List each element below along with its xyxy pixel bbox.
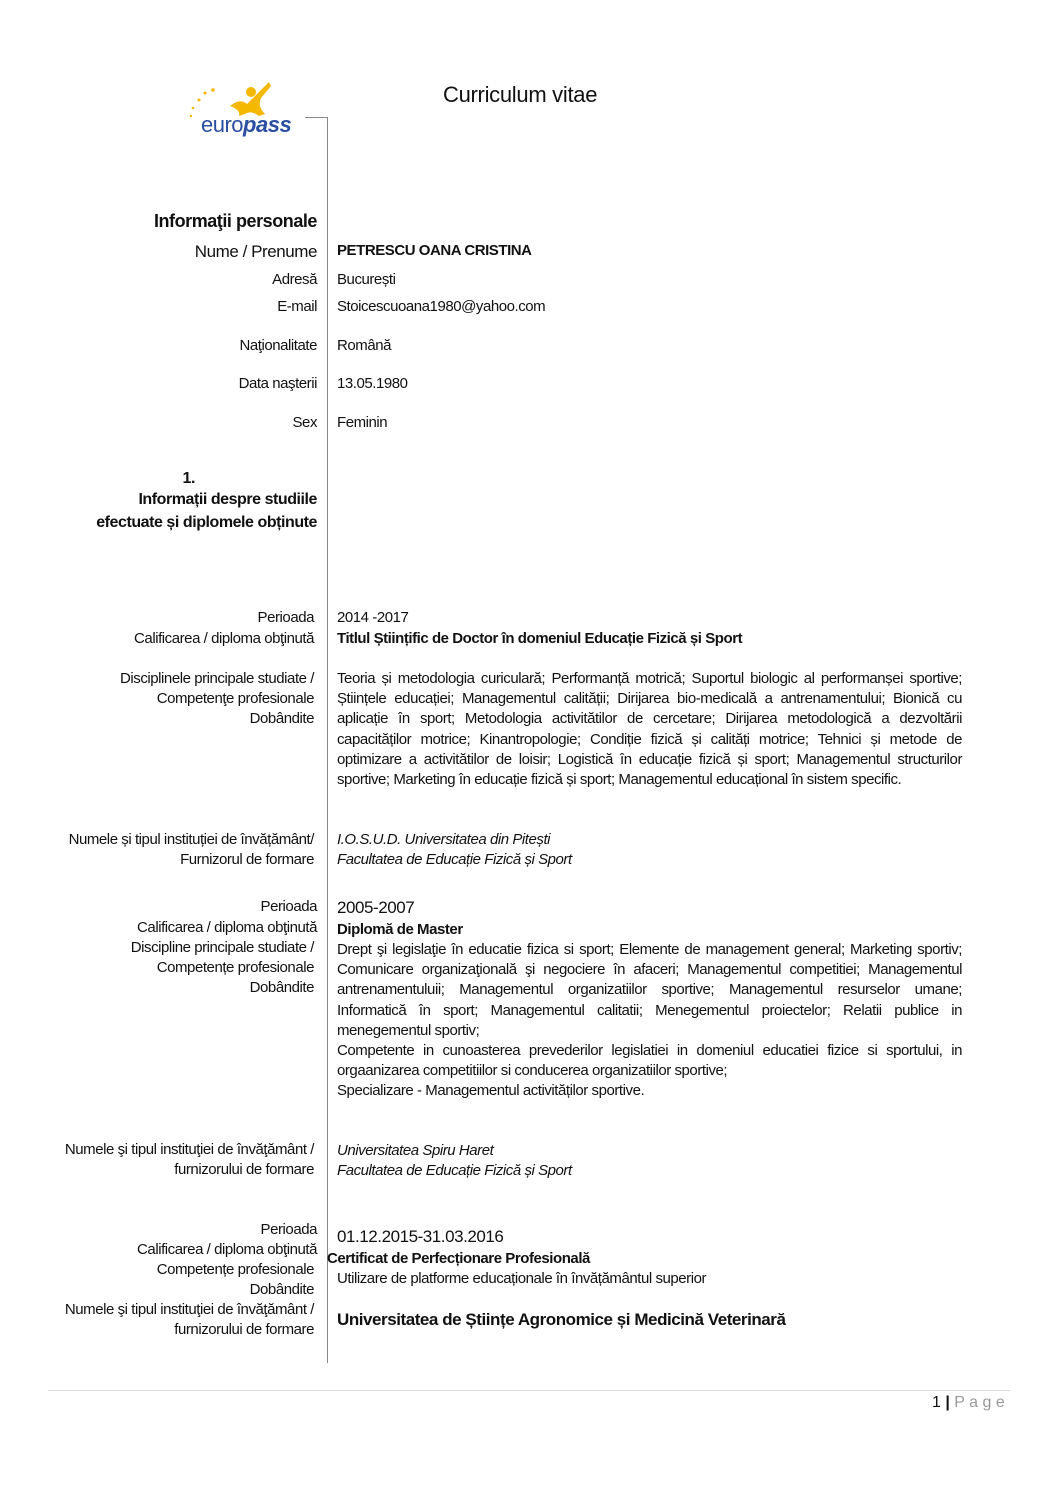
e1-inst-1: I.O.S.U.D. Universitatea din Pitești: [337, 831, 551, 848]
logo-divider: [305, 117, 328, 118]
e3-disc-label-2: Competențe profesionale: [156, 1261, 314, 1278]
e2-specialization: Specializare - Managementul activităților sportive.: [337, 1082, 645, 1099]
e2-disciplines: Drept şi legislaţie în educatie fizica si sport; Elemente de management general; Marketing sportiv; Comunicare organizaţională şi negociere în afaceri; Managementul competitiei; Managementul antrenamentuluii; Managementul organizatiilor sportive; Managementul resurselor umane; Informatică în sport; Managementul calitatii; Menegementul proiectelor; Relatii publice in menegementul sportiv;: [337, 941, 962, 1039]
e2-period: 2005-2007: [337, 898, 415, 917]
e2-inst-1: Universitatea Spiru Haret: [337, 1142, 494, 1159]
value-sex: Feminin: [337, 414, 388, 431]
e1-disciplines: Teoria și metodologia curiculară; Performanță motrică; Suportul biologic al performanșei sportive; Științele educației; Managementul calității; Dirijarea bio-medicală a antrenamentului; Bionică cu aplicație în sport; Metodologia activitătilor de cercetare; Dirijarea metodologică a dezvoltării capacităților motrice; Kinantropologie; Condiție fizică și calități motrice; Tehnici și metode de optimizare a activitătilor de loisir; Logistică în educație fizică și sport; Managementul structurilor sportive; Marketing în educație fizică și sport; Managementul educațional în sistem specific.: [337, 670, 962, 789]
column-divider: [327, 117, 328, 1363]
label-name: Nume / Prenume: [194, 242, 317, 261]
e3-disc-label-3: Dobândite: [249, 1281, 314, 1298]
e2-inst-2: Facultatea de Educație Fizică și Sport: [337, 1162, 572, 1179]
e1-period: 2014 -2017: [337, 609, 409, 626]
e2-inst-label-1: Numele şi tipul instituţiei de învăţământ /: [64, 1141, 314, 1158]
e1-inst-label-2: Furnizorul de formare: [180, 851, 314, 868]
e3-inst-label-1: Numele şi tipul instituţiei de învăţământ /: [64, 1301, 314, 1318]
e3-qual: Certificat de Perfecționare Profesională: [327, 1250, 590, 1267]
e2-inst-label-2: furnizorului de formare: [174, 1161, 314, 1178]
page-word: P a g e: [954, 1394, 1005, 1411]
e3-period-label: Perioada: [260, 1221, 317, 1238]
e1-disc-label-3: Dobândite: [249, 710, 314, 727]
e3-inst-1: Universitatea de Științe Agronomice și Medicină Veterinară: [337, 1310, 786, 1329]
e2-competences: Competente in cunoasterea prevederilor legislatiei in domeniul educatiei fizice si sportului, in orgaanizarea competitiilor si conducerea organizatiilor sportive;: [337, 1042, 962, 1080]
label-nationality: Naţionalitate: [239, 337, 317, 354]
e2-disc-label-1: Discipline principale studiate /: [130, 939, 314, 956]
value-nationality: Română: [337, 337, 391, 354]
e2-qual-label: Calificarea / diploma obţinută: [137, 919, 317, 936]
e1-period-label: Perioada: [257, 609, 314, 626]
e1-qual: Titlul Științific de Doctor în domeniul Educație Fizică și Sport: [337, 630, 743, 647]
e1-disc-label-2: Competenţe profesionale: [156, 690, 314, 707]
label-birthdate: Data naşterii: [238, 375, 317, 392]
education-number: 1.: [182, 470, 195, 487]
value-birthdate: 13.05.1980: [337, 375, 408, 392]
value-address: București: [337, 271, 396, 288]
page-number: 1: [932, 1394, 941, 1411]
logo-text-pass: pass: [243, 112, 292, 137]
e2-disc-label-3: Dobândite: [249, 979, 314, 996]
education-heading-2: efectuate și diplomele obținute: [96, 514, 317, 531]
label-sex: Sex: [292, 414, 317, 431]
e2-disc-label-2: Competențe profesionale: [156, 959, 314, 976]
personal-info-heading: Informaţii personale: [153, 211, 317, 231]
footer-separator: |: [945, 1394, 950, 1411]
e1-inst-2: Facultatea de Educație Fizică și Sport: [337, 851, 572, 868]
value-email[interactable]: Stoicescuoana1980@yahoo.com: [337, 298, 546, 315]
e2-qual: Diplomă de Master: [337, 921, 463, 938]
e1-qual-label: Calificarea / diploma obţinută: [134, 630, 314, 647]
page-footer: [932, 1394, 1005, 1412]
label-address: Adresă: [272, 271, 317, 288]
e1-inst-label-1: Numele și tipul instituției de învățământ/: [68, 831, 314, 848]
e3-period: 01.12.2015-31.03.2016: [337, 1227, 504, 1246]
e3-qual-label: Calificarea / diploma obţinută: [137, 1241, 317, 1258]
education-heading-1: Informații despre studiile: [138, 491, 317, 508]
e2-period-label: Perioada: [260, 898, 317, 915]
page-title: Curriculum vitae: [443, 82, 598, 107]
footer-divider: [48, 1390, 1010, 1391]
logo-text-euro: euro: [201, 112, 244, 137]
europass-logo: [185, 78, 305, 144]
e1-disc-label-1: Disciplinele principale studiate /: [120, 670, 314, 687]
value-name: PETRESCU OANA CRISTINA: [337, 242, 532, 259]
e3-disciplines: Utilizare de platforme educaționale în învățământul superior: [337, 1270, 707, 1287]
label-email: E-mail: [277, 298, 317, 315]
e3-inst-label-2: furnizorului de formare: [174, 1321, 314, 1338]
